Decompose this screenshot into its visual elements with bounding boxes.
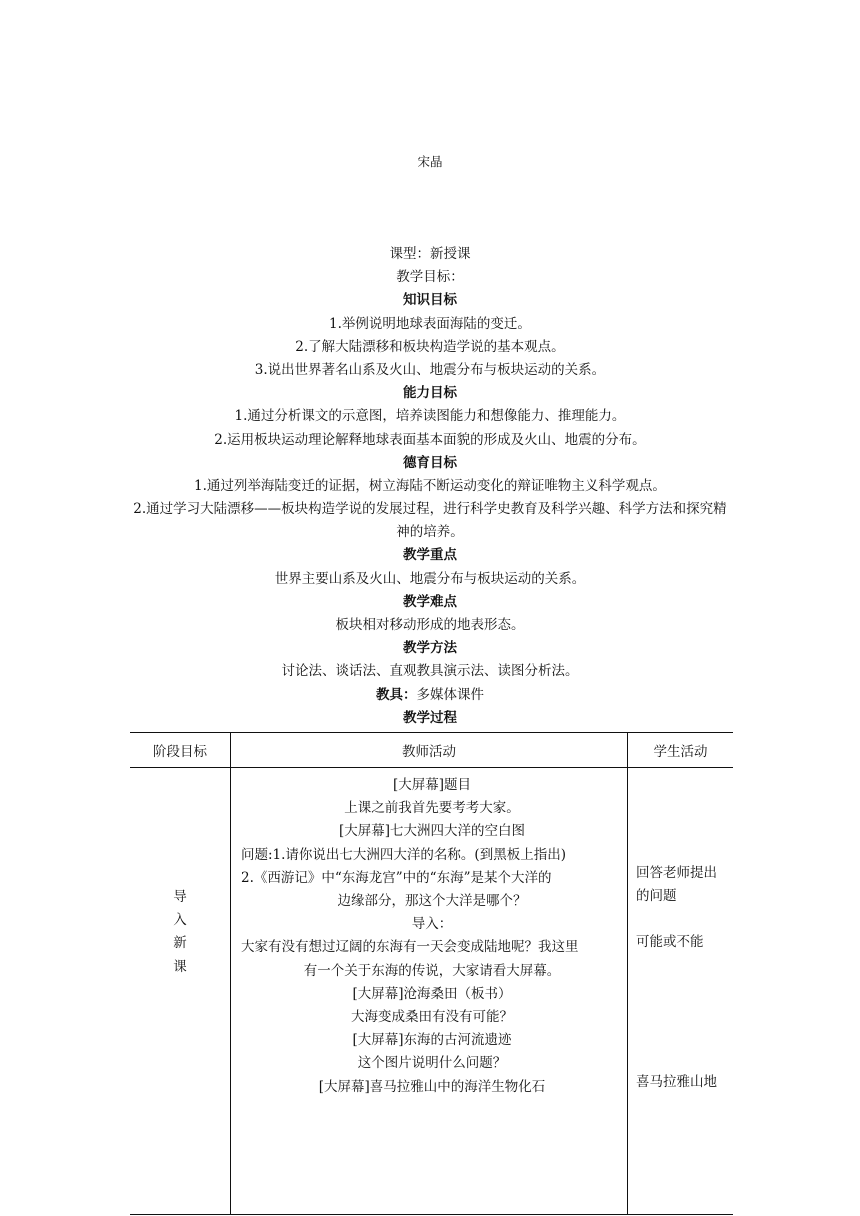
key-text: 世界主要山系及火山、地震分布与板块运动的关系。 [274, 570, 586, 587]
table-header-row [130, 733, 733, 768]
teacher-line: 边缘部分，那这个大洋是哪个？ [337, 893, 527, 910]
method-title: 教学方法 [403, 640, 457, 657]
knowledge-title: 知识目标 [403, 292, 457, 309]
student-line: 回答老师提出 [636, 865, 717, 881]
tools-label: 教具： [376, 686, 417, 703]
process-table [130, 732, 733, 1215]
teacher-line: 导入： [411, 916, 453, 933]
teacher-line: 有一个关于东海的传说，大家请看大屏幕。 [303, 962, 561, 979]
moral-item: 2.通过学习大陆漂移——板块构造学说的发展过程，进行科学史教育及科学兴趣、科学方法和探究精神的培养。 [133, 501, 727, 541]
teacher-line: 大海变成桑田有没有可能？ [351, 1009, 513, 1026]
knowledge-item: 1.举例说明地球表面海陆的变迁。 [329, 315, 531, 332]
stage-cell [130, 768, 231, 1215]
lesson-type: 课型：新授课 [389, 246, 471, 262]
ability-item: 2.运用板块运动理论解释地球表面基本面貌的形成及火山、地震的分布。 [214, 431, 646, 448]
difficulty-text: 板块相对移动形成的地表形态。 [335, 617, 525, 634]
student-line: 喜马拉雅山地 [636, 1073, 717, 1090]
student-line: 可能或不能 [636, 934, 704, 951]
teacher-line: [大屏幕]七大洲四大洋的空白图 [338, 823, 526, 840]
tools-line [130, 684, 730, 707]
knowledge-item: 3.说出世界著名山系及火山、地震分布与板块运动的关系。 [254, 361, 606, 378]
student-cell [628, 768, 734, 1215]
process-title: 教学过程 [403, 709, 457, 726]
stage-char: 新 [173, 935, 187, 952]
difficulty-title: 教学难点 [403, 593, 457, 610]
key-title: 教学重点 [403, 547, 457, 564]
tools-value: 多媒体课件 [416, 686, 484, 703]
teacher-line: [大屏幕]题目 [392, 777, 472, 793]
moral-item: 1.通过列举海陆变迁的证据，树立海陆不断运动变化的辩证唯物主义科学观点。 [194, 477, 666, 494]
stage-char: 入 [173, 912, 187, 929]
teacher-line: 2.《西游记》中“东海龙宫”中的“东海”是某个大洋的 [241, 869, 552, 886]
header-stage: 阶段目标 [130, 733, 231, 768]
header-student: 学生活动 [628, 733, 734, 768]
header-teacher: 教师活动 [231, 733, 628, 768]
moral-title: 德育目标 [403, 454, 457, 471]
method-text: 讨论法、谈话法、直观教具演示法、读图分析法。 [281, 663, 579, 680]
teacher-line: 大家有没有想过辽阔的东海有一天会变成陆地呢？我这里 [241, 939, 579, 956]
teacher-line: [大屏幕]东海的古河流遗迹 [352, 1032, 512, 1049]
teacher-line: 问题:1.请你说出七大洲四大洋的名称。(到黑板上指出) [241, 846, 566, 863]
teacher-line: [大屏幕]沧海桑田（板书） [352, 985, 512, 1002]
teacher-cell [231, 768, 628, 1215]
table-row [130, 768, 733, 1215]
student-line: 的问题 [636, 888, 677, 905]
ability-title: 能力目标 [403, 385, 457, 402]
objectives-title: 教学目标： [396, 269, 464, 286]
teacher-line: 这个图片说明什么问题？ [357, 1055, 507, 1072]
knowledge-item: 2.了解大陆漂移和板块构造学说的基本观点。 [295, 338, 565, 355]
lesson-plan-header [130, 243, 730, 730]
ability-item: 1.通过分析课文的示意图，培养读图能力和想像能力、推理能力。 [234, 408, 626, 425]
author-name: 宋晶 [417, 154, 443, 169]
stage-char: 课 [173, 958, 187, 975]
teacher-line: [大屏幕]喜马拉雅山中的海洋生物化石 [318, 1078, 546, 1095]
stage-char: 导 [173, 889, 187, 905]
teacher-line: 上课之前我首先要考考大家。 [344, 800, 520, 817]
